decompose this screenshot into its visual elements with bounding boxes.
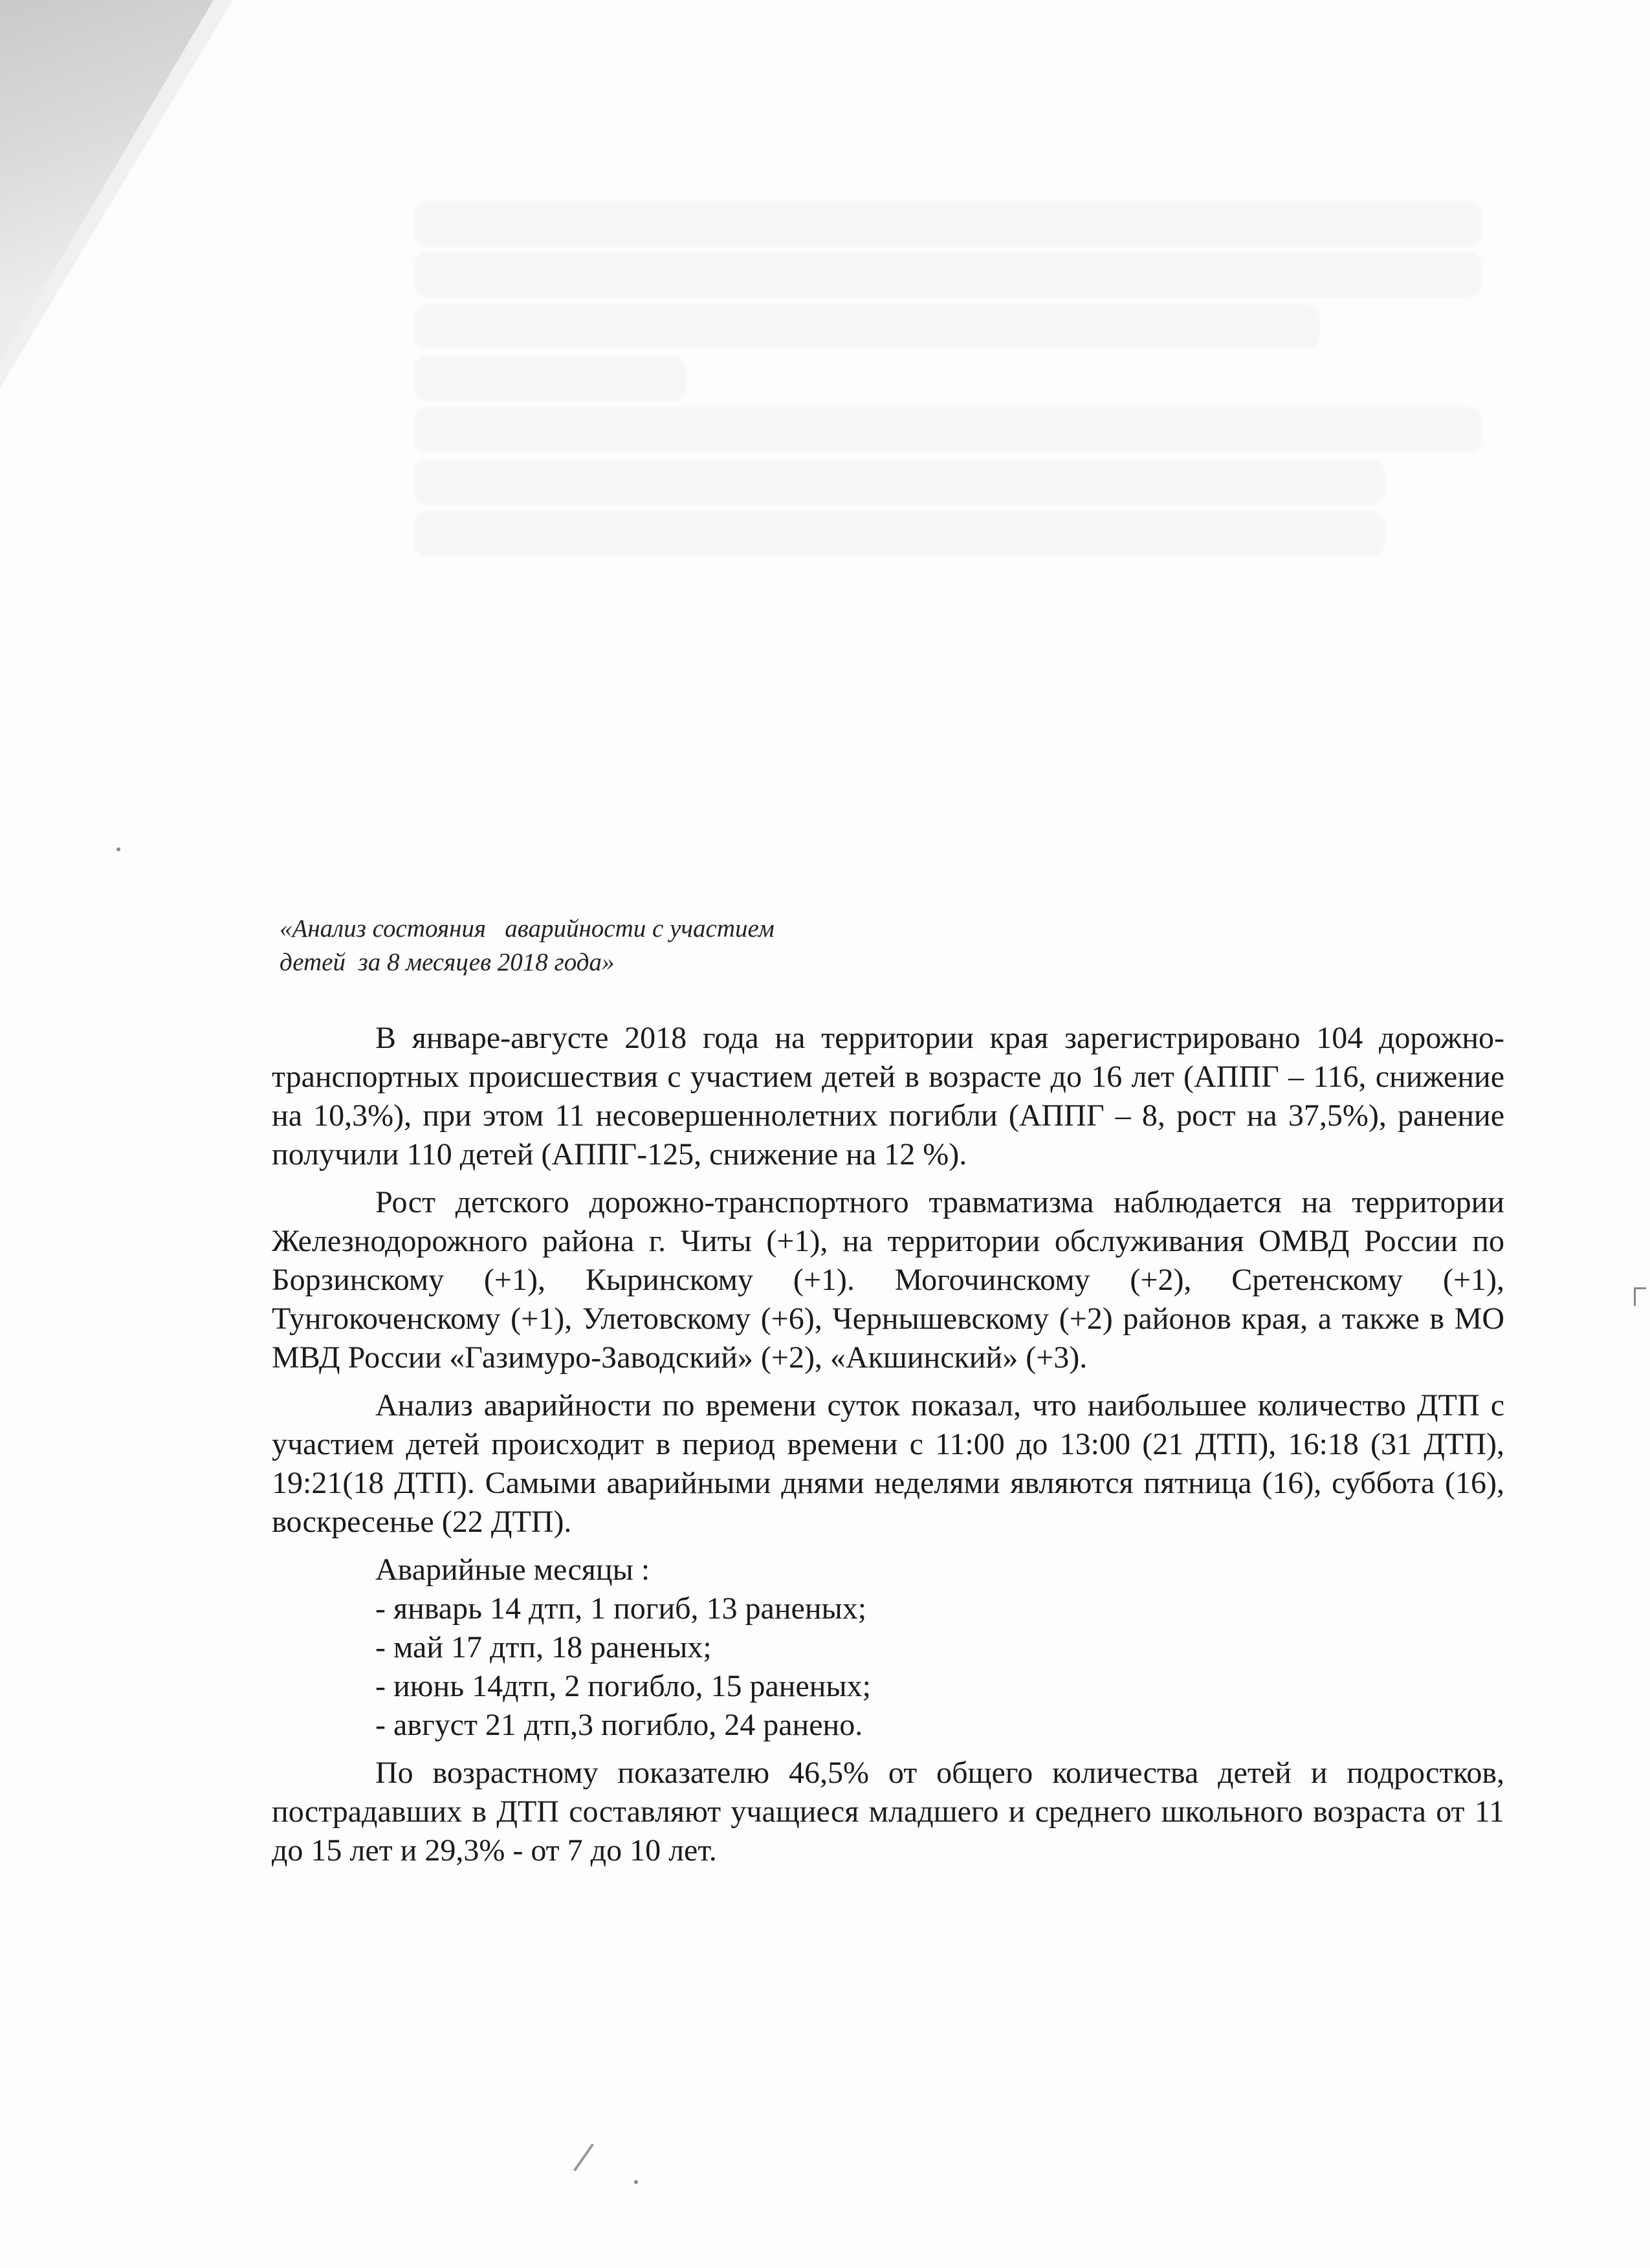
list-item: - август 21 дтп,3 погибло, 24 ранено. bbox=[375, 1708, 863, 1742]
scan-mark bbox=[1634, 1287, 1646, 1306]
paragraph-age-analysis: По возрастному показателю 46,5% от общего количества детей и подростков, пострадавших в ДТП составляют учащиеся младшего и среднего школьного возраста от 11 до 15 лет и 29,3% - от 7 до 10 лет. bbox=[272, 1756, 1504, 1868]
list-item: - январь 14 дтп, 1 погиб, 13 раненых; bbox=[375, 1591, 867, 1626]
document-body bbox=[272, 1019, 1504, 1879]
paragraph-time-analysis: Анализ аварийности по времени суток показал, что наибольшее количество ДТП с участием детей происходит в период времени с 11:00 до 13:00 (21 ДТП), 16:18 (31 ДТП), 19:21(18 ДТП). Самыми аварийными днями неделями являются пятница (16), суббота (16), воскресенье (22 ДТП). bbox=[272, 1388, 1504, 1539]
pen-mark bbox=[573, 2143, 594, 2171]
scan-dot bbox=[634, 2180, 638, 2184]
scan-dot bbox=[116, 847, 120, 851]
bleed-through-text bbox=[414, 201, 1514, 563]
document-heading bbox=[280, 912, 775, 979]
list-item: - май 17 дтп, 18 раненых; bbox=[375, 1630, 712, 1664]
months-list bbox=[272, 1589, 1504, 1745]
folded-corner bbox=[0, 0, 214, 362]
heading-line-2: детей за 8 месяцев 2018 года» bbox=[280, 948, 615, 976]
paragraph-statistics: В январе-августе 2018 года на территории края зарегистрировано 104 дорожно-транспортных происшествия с участием детей в возрасте до 16 лет (АППГ – 116, снижение на 10,3%), при этом 11 несовершеннолетних погибли (АППГ – 8, рост на 37,5%), ранение получили 110 детей (АППГ-125, снижение на 12 %). bbox=[272, 1021, 1504, 1172]
months-label: Аварийные месяцы : bbox=[375, 1553, 650, 1587]
paragraph-growth-regions: Рост детского дорожно-транспортного травматизма наблюдается на территории Железнодорожного района г. Читы (+1), на территории обслуживания ОМВД России по Борзинскому (+1), Кыринскому (+1). Могочинскому (+2), Сретенскому (+1), Тунгокоченскому (+1), Улетовскому (+6), Чернышевскому (+2) районов края, а также в МО МВД России «Газимуро-Заводский» (+2), «Акшинский» (+3). bbox=[272, 1185, 1504, 1375]
list-item: - июнь 14дтп, 2 погибло, 15 раненых; bbox=[375, 1669, 872, 1703]
heading-line-1: «Анализ состояния аварийности с участием bbox=[280, 915, 775, 943]
